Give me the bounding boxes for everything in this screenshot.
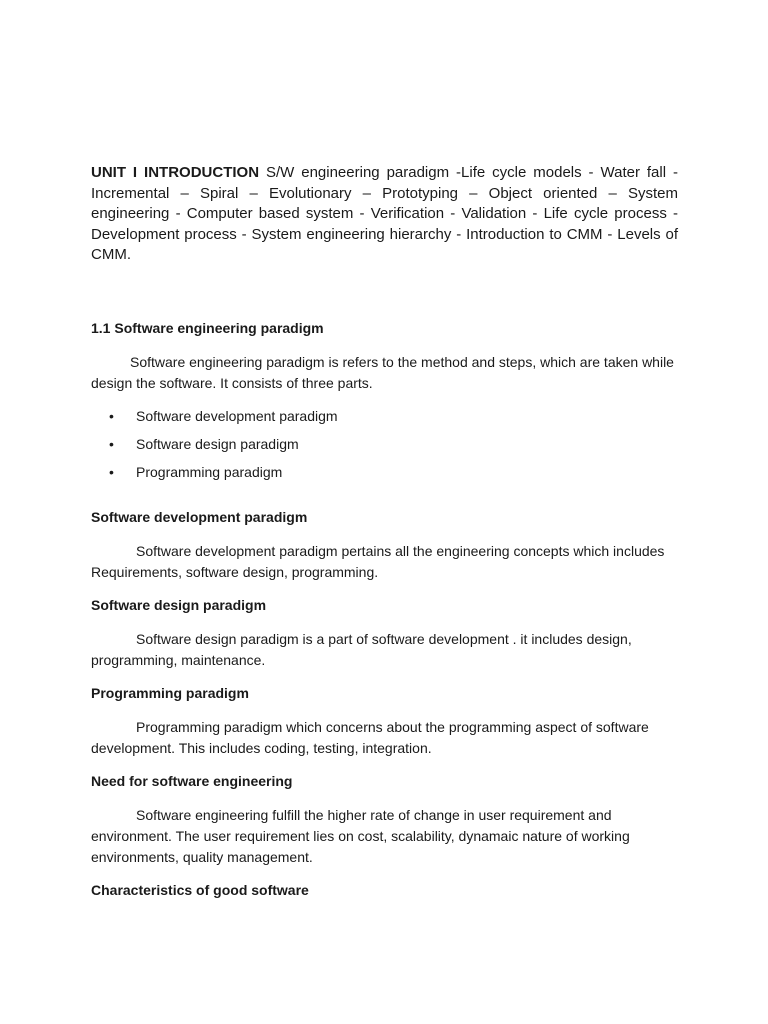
list-item: • Software development paradigm (109, 407, 338, 424)
programming-paradigm-paragraph: Programming paradigm which concerns about the programming aspect of software development. This includes coding, testing, integration. (91, 718, 649, 756)
unit-title: UNIT I INTRODUCTION (91, 164, 260, 181)
bullet-icon: • (109, 407, 114, 424)
unit-topics: S/W engineering paradigm -Life cycle models - Water fall - Incremental – Spiral – Evolutionary – Prototyping – Object oriented – System engineering - Computer based system - Verification - Validation - Life cycle process - Development process - System engineering hierarchy - Introduction to CMM - Levels of CMM. (91, 164, 678, 264)
subheading-development-paradigm: Software development paradigm (91, 508, 308, 525)
paradigm-list (91, 406, 678, 482)
bullet-icon: • (109, 435, 114, 452)
section-heading-software-engineering-paradigm: 1.1 Software engineering paradigm (91, 319, 324, 336)
list-item: • Software design paradigm (109, 435, 299, 452)
design-paradigm-paragraph: Software design paradigm is a part of software development . it includes design, programming, maintenance. (91, 630, 632, 668)
subheading-programming-paradigm: Programming paradigm (91, 684, 249, 701)
subheading-design-paradigm: Software design paradigm (91, 596, 267, 613)
document-page (91, 163, 678, 900)
development-paradigm-paragraph: Software development paradigm pertains all the engineering concepts which includes Requirements, software design, programming. (91, 542, 665, 580)
section-paragraph: Software engineering paradigm is refers to the method and steps, which are taken while design the software. It consists of three parts. (91, 353, 674, 391)
bullet-icon: • (109, 463, 114, 480)
section-heading-characteristics: Characteristics of good software (91, 881, 309, 898)
need-paragraph: Software engineering fulfill the higher rate of change in user requirement and environment. The user requirement lies on cost, scalability, dynamaic nature of working environments, quality management. (91, 806, 630, 865)
list-item: • Programming paradigm (109, 463, 283, 480)
section-heading-need: Need for software engineering (91, 772, 293, 789)
intro-paragraph (91, 163, 678, 266)
